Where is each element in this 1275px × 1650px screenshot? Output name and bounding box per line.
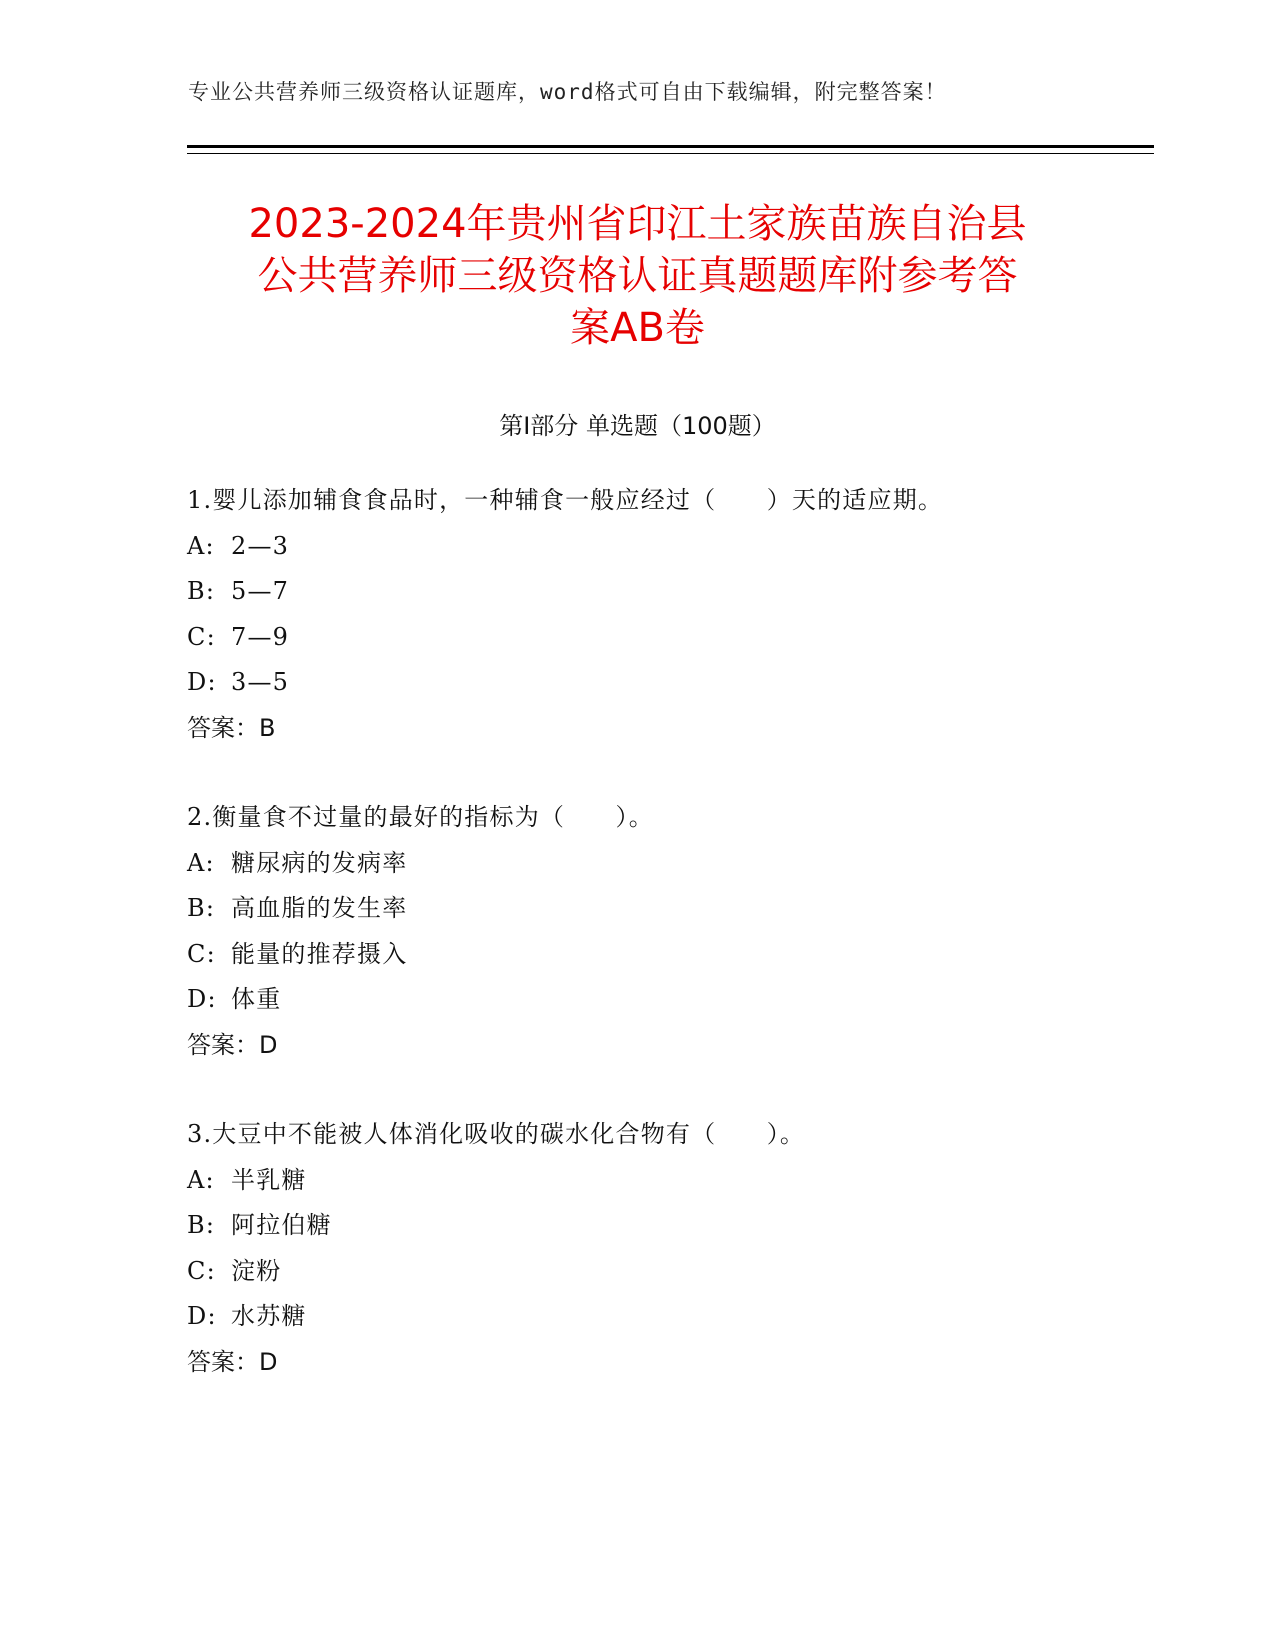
- question-2: [187, 795, 1147, 1068]
- question-stem: 3.大豆中不能被人体消化吸收的碳水化合物有（ ）。: [187, 1120, 806, 1148]
- option-text: 7—9: [231, 622, 290, 651]
- question-1: [187, 478, 1147, 751]
- option-key: A:: [187, 848, 215, 877]
- option-d: [187, 977, 1147, 1023]
- header-note: 专业公共营养师三级资格认证题库，word格式可自由下载编辑，附完整答案！: [188, 80, 947, 104]
- option-text: 淀粉: [231, 1256, 282, 1285]
- answer: 答案：D: [187, 1347, 278, 1376]
- option-text: 糖尿病的发病率: [231, 848, 408, 877]
- option-key: C:: [187, 622, 216, 651]
- option-text: 阿拉伯糖: [231, 1211, 332, 1239]
- option-key: A:: [187, 531, 215, 560]
- option-key: B:: [187, 577, 216, 605]
- option-text: 高血脂的发生率: [231, 894, 408, 922]
- option-key: D:: [187, 1302, 217, 1330]
- option-text: 体重: [231, 985, 282, 1013]
- question-3: [187, 1112, 1147, 1385]
- option-d: [187, 1294, 1147, 1340]
- option-a: [187, 841, 1147, 887]
- option-key: B:: [187, 894, 216, 922]
- document-title: [150, 198, 1125, 354]
- option-text: 2—3: [231, 531, 290, 560]
- option-text: 3—5: [231, 668, 290, 696]
- option-c: [187, 932, 1147, 978]
- option-b: [187, 569, 1147, 615]
- option-key: D:: [187, 985, 217, 1013]
- option-text: 半乳糖: [231, 1165, 307, 1194]
- section-heading: 第I部分 单选题（100题）: [499, 412, 776, 440]
- option-a: [187, 1158, 1147, 1204]
- header-rule-thick: [187, 145, 1154, 148]
- option-c: [187, 1249, 1147, 1295]
- option-key: C:: [187, 1256, 216, 1285]
- option-key: D:: [187, 668, 217, 696]
- title-line: 2023-2024年贵州省印江土家族苗族自治县: [248, 201, 1027, 247]
- option-text: 5—7: [231, 577, 290, 605]
- option-a: [187, 524, 1147, 570]
- title-line: 案AB卷: [570, 305, 705, 351]
- option-key: C:: [187, 939, 216, 968]
- option-text: 能量的推荐摄入: [231, 939, 408, 968]
- option-b: [187, 1203, 1147, 1249]
- option-key: A:: [187, 1165, 215, 1194]
- answer: 答案：D: [187, 1030, 278, 1059]
- option-key: B:: [187, 1211, 216, 1239]
- question-stem: 1.婴儿添加辅食食品时，一种辅食一般应经过（ ）天的适应期。: [187, 486, 944, 514]
- question-stem: 2.衡量食不过量的最好的指标为（ ）。: [187, 803, 654, 831]
- header-rule-thin: [187, 153, 1154, 154]
- title-line: 公共营养师三级资格认证真题题库附参考答: [257, 253, 1018, 299]
- option-c: [187, 615, 1147, 661]
- option-d: [187, 660, 1147, 706]
- option-text: 水苏糖: [231, 1302, 307, 1330]
- answer: 答案：B: [187, 713, 276, 742]
- option-b: [187, 886, 1147, 932]
